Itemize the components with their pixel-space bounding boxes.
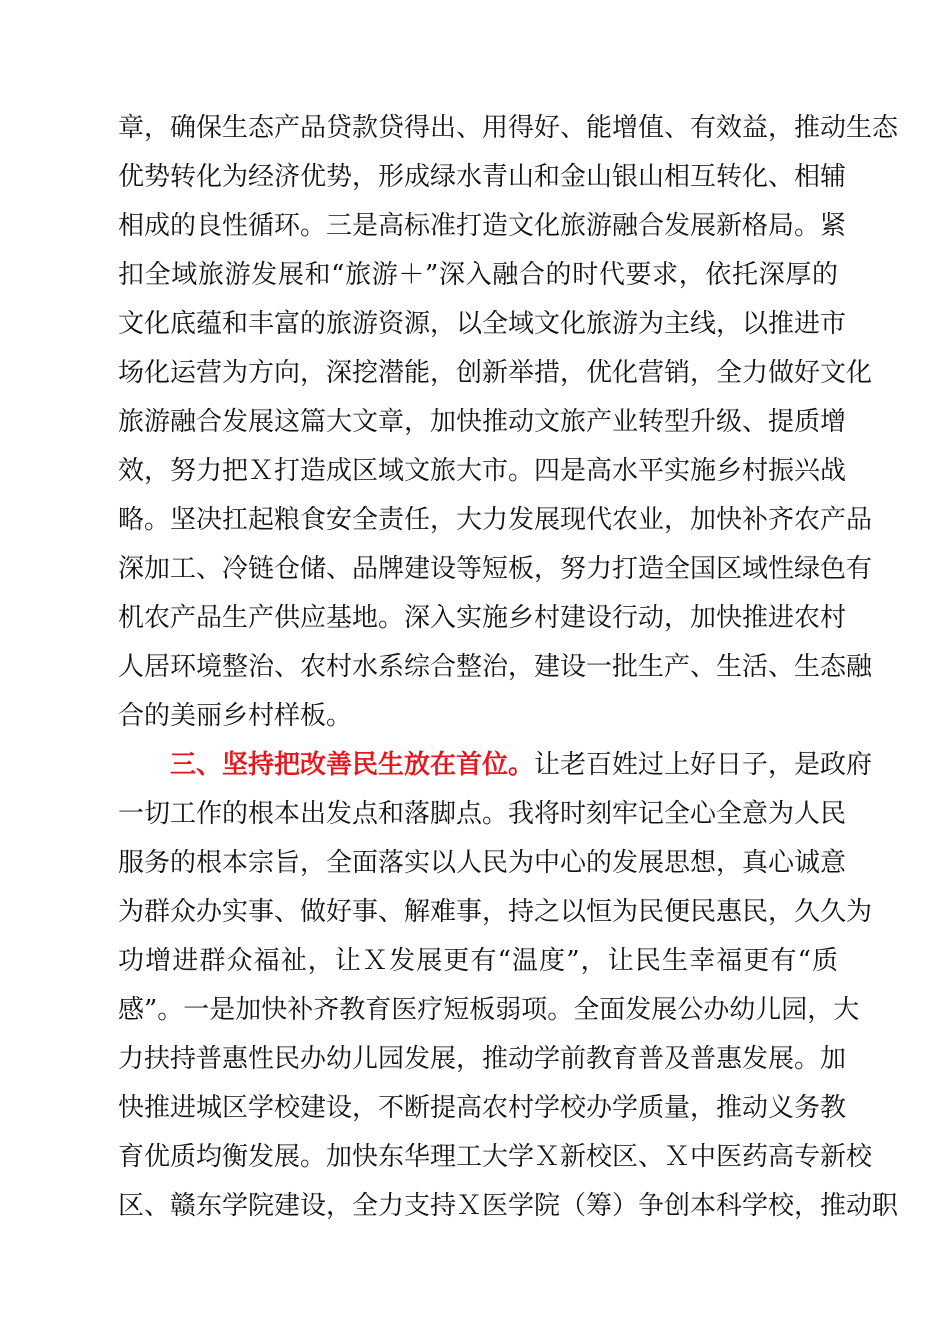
- section-first-line: [118, 741, 873, 790]
- paragraph-line: 优势转化为经济优势，形成绿水青山和金山银山相互转化、相辅: [118, 162, 847, 192]
- paragraph-line: 文化底蕴和丰富的旅游资源，以全域文化旅游为主线，以推进市: [118, 309, 847, 339]
- paragraph-line: 力扶持普惠性民办幼儿园发展，推动学前教育普及普惠发展。加: [118, 1044, 847, 1074]
- paragraph-line: 旅游融合发展这篇大文章，加快推动文旅产业转型升级、提质增: [118, 407, 847, 437]
- paragraph-line: 机农产品生产供应基地。深入实施乡村建设行动，加快推进农村: [118, 603, 847, 633]
- paragraph-line: 略。坚决扛起粮食安全责任，大力发展现代农业，加快补齐农产品: [118, 505, 873, 535]
- paragraph-line: 为群众办实事、做好事、解难事，持之以恒为民便民惠民，久久为: [118, 897, 873, 927]
- paragraph-line: 扣全域旅游发展和“旅游＋”深入融合的时代要求，依托深厚的: [118, 260, 838, 290]
- paragraph-line: 区、赣东学院建设，全力支持Ｘ医学院（筹）争创本科学校，推动职: [118, 1191, 899, 1221]
- paragraph-line: 人居环境整治、农村水系综合整治，建设一批生产、生活、生态融: [118, 652, 873, 682]
- paragraph-line: 场化运营为方向，深挖潜能，创新举措，优化营销，全力做好文化: [118, 358, 873, 388]
- paragraph-line: 快推进城区学校建设，不断提高农村学校办学质量，推动义务教: [118, 1093, 847, 1123]
- paragraph-line: 感”。一是加快补齐教育医疗短板弱项。全面发展公办幼儿园，大: [118, 995, 860, 1025]
- paragraph-line: 合的美丽乡村样板。: [118, 701, 353, 731]
- document-body: [118, 104, 899, 1231]
- paragraph-line: 一切工作的根本出发点和落脚点。我将时刻牢记全心全意为人民: [118, 799, 847, 829]
- section-heading: 三、坚持把改善民生放在首位。: [170, 750, 535, 780]
- paragraph-line: 服务的根本宗旨，全面落实以人民为中心的发展思想，真心诚意: [118, 848, 847, 878]
- paragraph-line: 相成的良性循环。三是高标准打造文化旅游融合发展新格局。紧: [118, 211, 847, 241]
- paragraph-line: 效，努力把Ｘ打造成区域文旅大市。四是高水平实施乡村振兴战: [118, 456, 847, 486]
- paragraph-line: 深加工、冷链仓储、品牌建设等短板，努力打造全国区域性绿色有: [118, 554, 873, 584]
- paragraph-line: 章，确保生态产品贷款贷得出、用得好、能增值、有效益，推动生态: [118, 113, 899, 143]
- paragraph-line: 功增进群众福祉，让Ｘ发展更有“温度”，让民生幸福更有“质: [118, 946, 838, 976]
- paragraph-line: 育优质均衡发展。加快东华理工大学Ｘ新校区、Ｘ中医药高专新校: [118, 1142, 873, 1172]
- section-first-line-text: 让老百姓过上好日子，是政府: [534, 750, 873, 780]
